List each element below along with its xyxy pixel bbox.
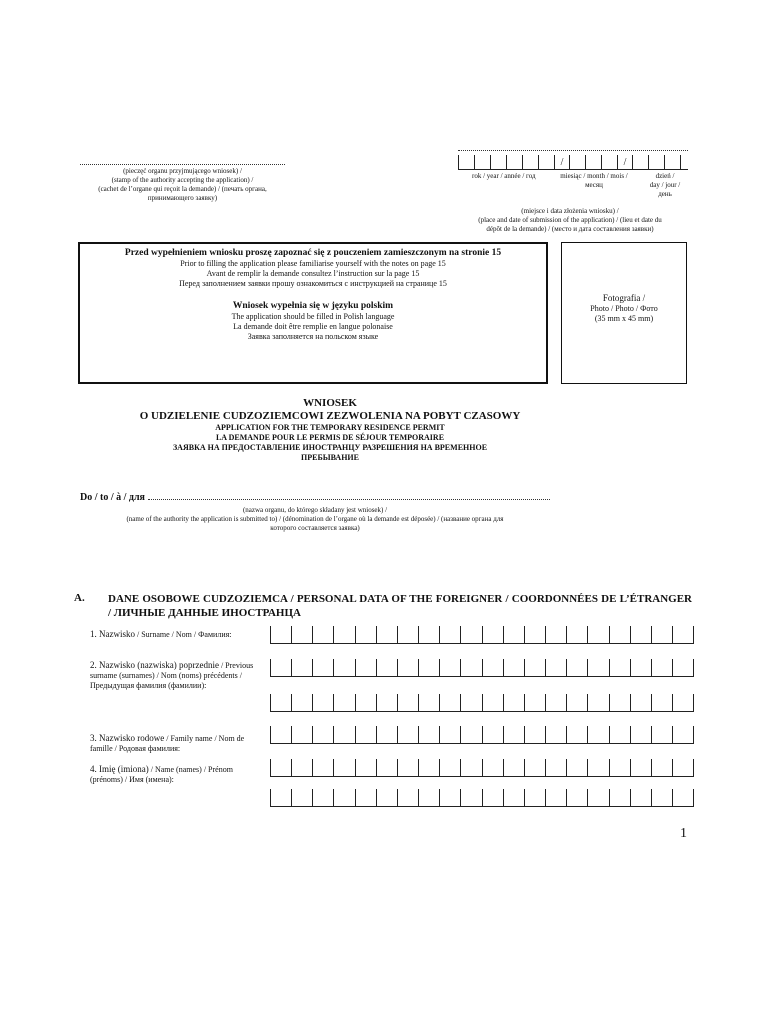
recipient-note-3: которого составляется заявка) [270, 524, 360, 532]
letter-box[interactable] [566, 694, 587, 711]
letter-box[interactable] [355, 726, 376, 743]
letter-box[interactable] [460, 789, 481, 806]
letter-box[interactable] [376, 759, 397, 776]
recipient-line [80, 491, 550, 503]
letter-box[interactable] [524, 659, 545, 676]
letter-box[interactable] [376, 659, 397, 676]
letter-box[interactable] [482, 626, 503, 643]
date-separator: / [617, 155, 632, 169]
letter-box[interactable] [503, 726, 524, 743]
letter-box[interactable] [609, 726, 630, 743]
letter-box[interactable] [672, 789, 694, 806]
letter-box[interactable] [524, 759, 545, 776]
letter-box[interactable] [587, 659, 608, 676]
field-label-surname-rest: / Surname / Nom / Фамилия: [135, 630, 232, 639]
letter-box[interactable] [397, 759, 418, 776]
letter-box[interactable] [397, 659, 418, 676]
title-line-3: APPLICATION FOR THE TEMPORARY RESIDENCE PERMIT [215, 423, 445, 432]
year-digit-box[interactable] [538, 155, 554, 169]
day-digit-box[interactable] [664, 155, 681, 169]
letter-box[interactable] [651, 726, 672, 743]
field-label-surname-pl: 1. Nazwisko [90, 629, 135, 639]
month-digit-box[interactable] [569, 155, 585, 169]
letter-box[interactable] [545, 789, 566, 806]
letter-box[interactable] [651, 626, 672, 643]
month-label-line1: miesiąc / month / mois / [560, 172, 628, 180]
previous-surname-boxes-2[interactable] [270, 694, 694, 712]
letter-box[interactable] [270, 626, 291, 643]
letter-box[interactable] [609, 626, 630, 643]
letter-box[interactable] [291, 694, 312, 711]
letter-box[interactable] [270, 789, 291, 806]
field-label-previous-surname [90, 660, 265, 691]
letter-box[interactable] [460, 759, 481, 776]
field-label-surname [90, 629, 265, 640]
letter-box[interactable] [482, 759, 503, 776]
letter-box[interactable] [291, 759, 312, 776]
language-en: The application should be filled in Polish language [231, 312, 395, 321]
day-label [642, 172, 688, 199]
letter-box[interactable] [630, 789, 651, 806]
letter-box[interactable] [355, 789, 376, 806]
letter-box[interactable] [418, 626, 439, 643]
letter-box[interactable] [609, 759, 630, 776]
letter-box[interactable] [630, 694, 651, 711]
letter-box[interactable] [545, 694, 566, 711]
letter-box[interactable] [333, 789, 354, 806]
letter-box[interactable] [566, 789, 587, 806]
letter-box[interactable] [482, 726, 503, 743]
letter-box[interactable] [566, 626, 587, 643]
title-line-6: ПРЕБЫВАНИЕ [301, 453, 359, 462]
day-label-line3: день [658, 190, 672, 198]
letter-box[interactable] [333, 626, 354, 643]
letter-box[interactable] [291, 726, 312, 743]
letter-box[interactable] [439, 726, 460, 743]
given-names-boxes-2[interactable] [270, 789, 694, 807]
stamp-caption-4: принимающего заявку) [147, 194, 218, 202]
letter-box[interactable] [524, 626, 545, 643]
letter-box[interactable] [376, 626, 397, 643]
recipient-notes [75, 506, 555, 533]
letter-box[interactable] [545, 759, 566, 776]
letter-box[interactable] [630, 659, 651, 676]
letter-box[interactable] [503, 659, 524, 676]
section-letter: A. [74, 592, 85, 604]
photo-label-1: Fotografia / [602, 293, 646, 303]
field-label-previous-surname-pl: 2. Nazwisko (nazwiska) poprzednie [90, 660, 219, 670]
field-label-given-names [90, 764, 265, 785]
day-digit-box[interactable] [632, 155, 648, 169]
letter-box[interactable] [460, 694, 481, 711]
letter-box[interactable] [418, 659, 439, 676]
letter-box[interactable] [418, 789, 439, 806]
form-title [80, 397, 580, 463]
letter-box[interactable] [482, 694, 503, 711]
year-digit-box[interactable] [458, 155, 474, 169]
letter-box[interactable] [376, 726, 397, 743]
letter-box[interactable] [651, 694, 672, 711]
letter-box[interactable] [418, 726, 439, 743]
letter-box[interactable] [672, 694, 694, 711]
date-boxes[interactable] [458, 155, 688, 170]
letter-box[interactable] [355, 626, 376, 643]
letter-box[interactable] [376, 694, 397, 711]
title-line-5: ЗАЯВКА НА ПРЕДОСТАВЛЕНИЕ ИНОСТРАНЦУ РАЗРЕШЕНИЯ НА ВРЕМЕННОЕ [172, 443, 488, 452]
stamp-dotted-line [80, 158, 285, 165]
letter-box[interactable] [291, 659, 312, 676]
date-separator: / [554, 155, 569, 169]
letter-box[interactable] [545, 626, 566, 643]
photo-box[interactable] [561, 242, 687, 384]
letter-box[interactable] [545, 726, 566, 743]
letter-box[interactable] [397, 789, 418, 806]
year-digit-box[interactable] [474, 155, 490, 169]
letter-box[interactable] [439, 789, 460, 806]
letter-box[interactable] [312, 789, 333, 806]
month-digit-box[interactable] [601, 155, 617, 169]
letter-box[interactable] [291, 626, 312, 643]
letter-box[interactable] [439, 626, 460, 643]
letter-box[interactable] [566, 659, 587, 676]
stamp-caption-1: (pieczęć organu przyjmującego wniosek) / [123, 167, 242, 175]
letter-box[interactable] [672, 626, 694, 643]
field-label-given-names-rest: / Name (names) / Prénom (prénoms) / Имя (имена): [90, 765, 233, 784]
letter-box[interactable] [333, 726, 354, 743]
letter-box[interactable] [566, 759, 587, 776]
photo-label-3: (35 mm x 45 mm) [594, 314, 654, 323]
letter-box[interactable] [355, 659, 376, 676]
letter-box[interactable] [503, 789, 524, 806]
letter-box[interactable] [672, 759, 694, 776]
day-label-line1: dzień / [655, 172, 675, 180]
given-names-boxes-1[interactable] [270, 759, 694, 777]
letter-box[interactable] [376, 789, 397, 806]
letter-box[interactable] [460, 626, 481, 643]
recipient-note-2: (name of the authority the application is submitted to) / (dénomination de l’organe où la demande est déposée) / (название органа для [126, 515, 504, 523]
letter-box[interactable] [503, 694, 524, 711]
photo-label-2: Photo / Photo / Фото [590, 304, 658, 313]
field-label-family-name-rest: / Family name / Nom de famille / Родовая фамилия: [90, 734, 245, 753]
family-name-boxes[interactable] [270, 726, 694, 744]
letter-box[interactable] [397, 626, 418, 643]
page-number: 1 [680, 826, 687, 841]
recipient-input[interactable] [148, 491, 550, 500]
letter-box[interactable] [630, 759, 651, 776]
year-digit-box[interactable] [522, 155, 538, 169]
section-a-header [74, 588, 694, 620]
language-ru: Заявка заполняется на польском языке [247, 332, 379, 341]
instruction-en: Prior to filling the application please familiarise yourself with the notes on page 15 [180, 259, 446, 268]
submission-date-block [458, 150, 688, 198]
letter-box[interactable] [587, 626, 608, 643]
date-labels [458, 170, 688, 198]
letter-box[interactable] [418, 694, 439, 711]
field-label-family-name-pl: 3. Nazwisko rodowe [90, 733, 165, 743]
letter-box[interactable] [312, 626, 333, 643]
letter-box[interactable] [609, 789, 630, 806]
letter-box[interactable] [270, 726, 291, 743]
field-label-family-name [90, 733, 265, 754]
letter-box[interactable] [587, 694, 608, 711]
letter-box[interactable] [672, 726, 694, 743]
letter-box[interactable] [524, 789, 545, 806]
letter-box[interactable] [439, 759, 460, 776]
day-digit-box[interactable] [648, 155, 664, 169]
stamp-caption-3: (cachet de l’organe qui reçoit la demande) / (печать органа, [98, 185, 267, 193]
letter-box[interactable] [609, 659, 630, 676]
title-line-2: O UDZIELENIE CUDZOZIEMCOWI ZEZWOLENIA NA POBYT CZASOWY [139, 410, 521, 422]
instruction-ru: Перед заполнением заявки прошу ознакомиться с инструкцией на странице 15 [179, 279, 447, 288]
recipient-label: Do / to / à / для [80, 492, 145, 503]
language-fr: La demande doit être remplie en langue polonaise [233, 322, 393, 331]
previous-surname-boxes-1[interactable] [270, 659, 694, 677]
instruction-fr: Avant de remplir la demande consultez l’instruction sur la page 15 [206, 269, 420, 278]
year-label: rok / year / année / год [472, 172, 536, 180]
letter-box[interactable] [460, 659, 481, 676]
letter-box[interactable] [355, 759, 376, 776]
letter-box[interactable] [672, 659, 694, 676]
instruction-pl: Przed wypełnieniem wniosku proszę zapoznać się z pouczeniem zamieszczonym na stronie 15 [124, 248, 502, 258]
day-label-line2: day / jour / [649, 181, 681, 189]
letter-box[interactable] [291, 789, 312, 806]
letter-box[interactable] [651, 789, 672, 806]
letter-box[interactable] [545, 659, 566, 676]
letter-box[interactable] [587, 726, 608, 743]
title-line-4: LA DEMANDE POUR LE PERMIS DE SÉJOUR TEMPORAIRE [215, 433, 445, 442]
letter-box[interactable] [482, 789, 503, 806]
letter-box[interactable] [524, 726, 545, 743]
letter-box[interactable] [439, 659, 460, 676]
year-digit-box[interactable] [506, 155, 522, 169]
month-label [558, 172, 630, 190]
letter-box[interactable] [418, 759, 439, 776]
letter-box[interactable] [397, 726, 418, 743]
letter-box[interactable] [333, 659, 354, 676]
letter-box[interactable] [312, 694, 333, 711]
language-pl: Wniosek wypełnia się w języku polskim [232, 301, 394, 311]
letter-box[interactable] [355, 694, 376, 711]
letter-box[interactable] [651, 759, 672, 776]
letter-box[interactable] [630, 626, 651, 643]
place-caption-1: (miejsce i data złożenia wniosku) / [521, 207, 619, 215]
letter-box[interactable] [333, 694, 354, 711]
instruction-box [78, 242, 548, 384]
letter-box[interactable] [503, 759, 524, 776]
surname-boxes[interactable] [270, 626, 694, 644]
month-label-line2: месяц [585, 181, 603, 189]
letter-box[interactable] [651, 659, 672, 676]
letter-box[interactable] [439, 694, 460, 711]
field-label-previous-surname-rest: / Previous surname (surnames) / Nom (noms) précédents / Предыдущая фамилия (фамилии): [90, 661, 254, 690]
letter-box[interactable] [460, 726, 481, 743]
letter-box[interactable] [587, 789, 608, 806]
letter-box[interactable] [333, 759, 354, 776]
recipient-note-1: (nazwa organu, do którego składany jest wniosek) / [242, 506, 388, 514]
month-digit-box[interactable] [585, 155, 601, 169]
letter-box[interactable] [609, 694, 630, 711]
letter-box[interactable] [397, 694, 418, 711]
title-line-1: WNIOSEK [303, 397, 357, 409]
letter-box[interactable] [270, 759, 291, 776]
letter-box[interactable] [312, 726, 333, 743]
letter-box[interactable] [312, 659, 333, 676]
place-caption-3: dépôt de la demande) / (место и дата составления заявки) [486, 225, 654, 233]
letter-box[interactable] [503, 626, 524, 643]
letter-box[interactable] [482, 659, 503, 676]
stamp-block [80, 158, 285, 203]
place-caption-2: (place and date of submission of the application) / (lieu et date du [478, 216, 662, 224]
letter-box[interactable] [630, 726, 651, 743]
stamp-caption-2: (stamp of the authority accepting the application) / [111, 176, 254, 184]
place-date-caption [452, 207, 688, 234]
letter-box[interactable] [524, 694, 545, 711]
field-label-given-names-pl: 4. Imię (imiona) [90, 764, 149, 774]
section-title: DANE OSOBOWE CUDZOZIEMCA / PERSONAL DATA OF THE FOREIGNER / COORDONNÉES DE L’ÉTRANGER / ЛИЧНЫЕ ДАННЫЕ ИНОСТРАНЦА [108, 593, 692, 619]
letter-box[interactable] [312, 759, 333, 776]
recipient-block [80, 491, 550, 533]
year-digit-box[interactable] [490, 155, 506, 169]
letter-box[interactable] [270, 659, 291, 676]
letter-box[interactable] [587, 759, 608, 776]
letter-box[interactable] [270, 694, 291, 711]
letter-box[interactable] [566, 726, 587, 743]
